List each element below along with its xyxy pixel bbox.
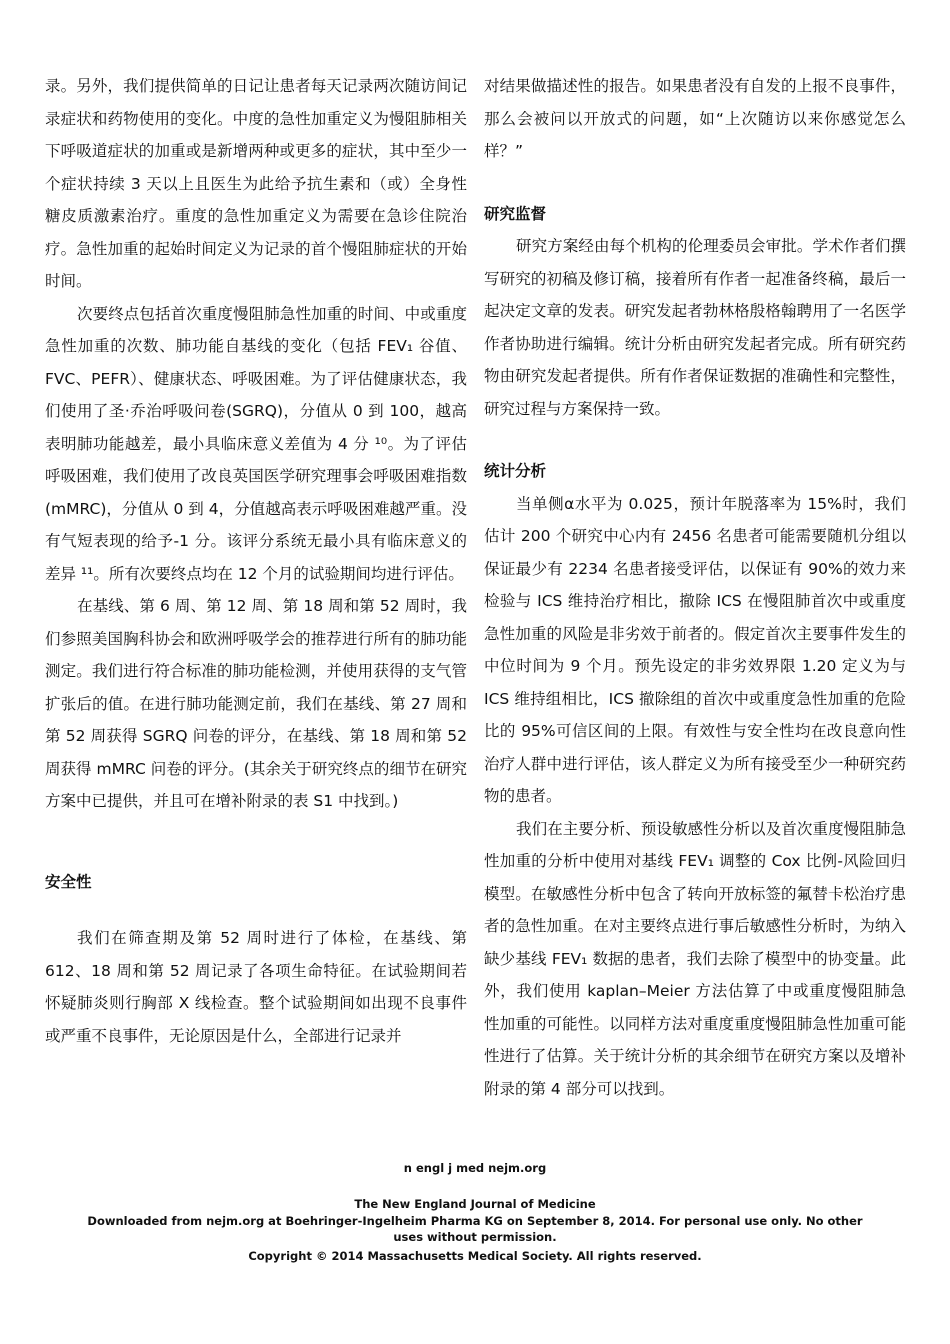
journal-name-footer: The New England Journal of Medicine	[354, 1197, 596, 1211]
paragraph-diary-exacerbation: 录。另外，我们提供简单的日记让患者每天记录两次随访间记录症状和药物使用的变化。中度的急性加重定义为慢阻肺相关下呼吸道症状的加重或是新增两种或更多的症状，其中至少一个症状持续 3 天以上且医生为此给予抗生素和（或）全身性糖皮质激素治疗。重度的急性加重定义为需要在急诊住院治疗。急性加重的起始时间定义为记录的首个慢阻肺症状的开始时间。	[45, 77, 467, 290]
heading-statistical-analysis: 统计分析	[484, 462, 547, 480]
paragraph-cox-model: 我们在主要分析、预设敏感性分析以及首次重度慢阻肺急性加重的分析中使用对基线 FEV₁ 调整的 Cox 比例-风险回归模型。在敏感性分析中包含了转向开放标签的氟替卡松治疗患者的急性加重。在对主要终点进行事后敏感性分析时，为纳入缺少基线 FEV₁ 数据的患者，我们去除了模型中的协变量。此外，我们使用 kaplan–Meier 方法估算了中或重度慢阻肺急性加重的可能性。以同样方法对重度重度慢阻肺急性加重可能性进行了估算。关于统计分析的其余细节在研究方案以及增补附录的第 4 部分可以找到。	[484, 819, 906, 1098]
download-notice: Downloaded from nejm.org at Boehringer-Ingelheim Pharma KG on September 8, 2014. For personal use only. No other uses without permission.	[87, 1214, 863, 1244]
paragraph-sample-size: 当单侧α水平为 0.025，预计年脱落率为 15%时，我们估计 200 个研究中心内有 2456 名患者可能需要随机分组以保证最少有 2234 名患者接受评估，以保证有 90%的效力来检验与 ICS 维持治疗相比，撤除 ICS 在慢阻肺首次中或重度急性加重的风险是非劣效于前者的。假定首次主要事件发生的中位时间为 9 个月。预先设定的非劣效界限 1.20 定义为与 ICS 维持组相比，ICS 撤除组的首次中或重度急性加重的危险比的 95%可信区间的上限。有效性与安全性均在改良意向性治疗人群中进行评估，该人群定义为所有接受至少一种研究药物的患者。	[484, 494, 906, 805]
heading-study-oversight: 研究监督	[484, 204, 547, 223]
heading-safety: 安全性	[45, 872, 92, 891]
paragraph-adverse-events: 对结果做描述性的报告。如果患者没有自发的上报不良事件，那么会被问以开放式的问题，如“上次随访以来你感觉怎么样？”	[484, 77, 906, 160]
copyright-notice: Copyright © 2014 Massachusetts Medical Society. All rights reserved.	[248, 1249, 702, 1263]
paragraph-lung-function: 在基线、第 6 周、第 12 周、第 18 周和第 52 周时，我们参照美国胸科协会和欧洲呼吸学会的推荐进行所有的肺功能测定。我们进行符合标准的肺功能检测，并使用获得的支气管扩张后的值。在进行肺功能测定前，我们在基线、第 27 周和第 52 周获得 SGRQ 问卷的评分，在基线、第 18 周和第 52 周获得 mMRC 问卷的评分。(其余关于研究终点的细节在研究方案中已提供，并且可在增补附录的表 S1 中找到。)	[45, 597, 467, 810]
paragraph-secondary-endpoints: 次要终点包括首次重度慢阻肺急性加重的时间、中或重度急性加重的次数、肺功能自基线的变化（包括 FEV₁ 谷值、FVC、PEFR）、健康状态、呼吸困难。为了评估健康状态，我们使用了圣·乔治呼吸问卷(SGRQ)，分值从 0 到 100，越高表明肺功能越差，最小具临床意义差值为 4 分 ¹⁰。为了评估呼吸困难，我们使用了改良英国医学研究理事会呼吸困难指数(mMRC)，分值从 0 到 4，分值越高表示呼吸困难越严重。没有气短表现的给予-1 分。该评分系统无最小具有临床意义的差异 ¹¹。所有次要终点均在 12 个月的试验期间均进行评估。	[45, 304, 467, 583]
paragraph-safety: 我们在筛查期及第 52 周时进行了体检，在基线、第 612、18 周和第 52 周记录了各项生命特征。在试验期间若怀疑肺炎则行胸部 X 线检查。整个试验期间如出现不良事件或严重不良事件，无论原因是什么，全部进行记录并	[45, 929, 467, 1045]
left-column	[45, 70, 467, 1052]
journal-short-footer: n engl j med nejm.org	[403, 1161, 547, 1175]
right-column	[484, 70, 906, 1105]
paragraph-study-oversight: 研究方案经由每个机构的伦理委员会审批。学术作者们撰写研究的初稿及修订稿，接着所有作者一起准备终稿，最后一起决定文章的发表。研究发起者勃林格殷格翰聘用了一名医学作者协助进行编辑。统计分析由研究发起者完成。所有研究药物由研究发起者提供。所有作者保证数据的准确性和完整性，研究过程与方案保持一致。	[484, 237, 906, 418]
